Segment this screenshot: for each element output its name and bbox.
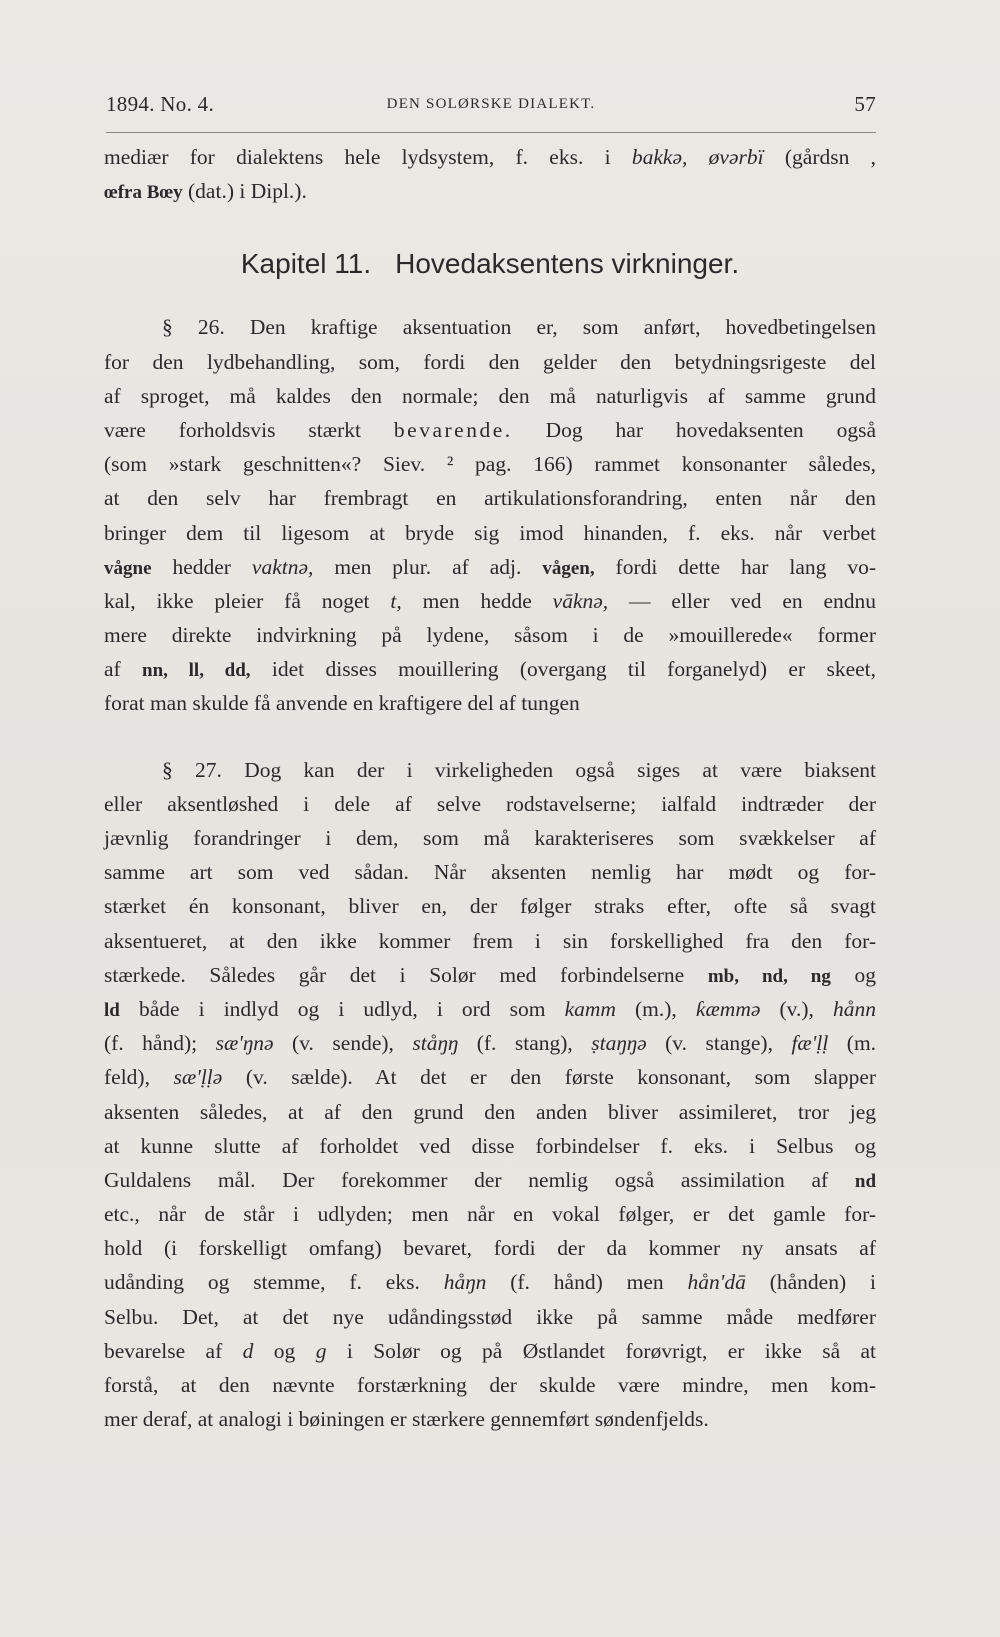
text-line: eller aksentløshed i dele af selve rodstavelserne; ialfald indtræder der: [104, 791, 876, 816]
paragraph-26: [104, 310, 876, 720]
text-line: feld), sæ'ḷḷə (v. sælde). At det er den første konsonant, som slapper: [104, 1065, 877, 1090]
text-line: hold (i forskelligt omfang) bevaret, fordi der da kommer ny ansats af: [104, 1236, 876, 1261]
text-line: mer deraf, at analogi i bøiningen er stærkere gennemført søndenfjelds.: [104, 1407, 709, 1432]
text-line: kal, ikke pleier få noget t, men hedde vāknə, — eller ved en endnu: [104, 588, 877, 613]
text-line: forat man skulde få anvende en kraftigere del af tungen: [104, 691, 580, 716]
text-line: § 27. Dog kan der i virkeligheden også siges at være biaksent: [162, 757, 876, 782]
text-line: (f. hånd); sæ'ŋnə (v. sende), ståŋŋ (f. stang), ṣtaŋŋə (v. stange), fæ'ḷḷ (m.: [104, 1031, 877, 1056]
text-line: ld både i indlyd og i udlyd, i ord som kamm (m.), ƙæmmə (v.), hånn: [104, 996, 877, 1021]
text-line: Guldalens mål. Der forekommer der nemlig også assimilation af nd: [104, 1167, 877, 1192]
text-line: bringer dem til ligesom at bryde sig imod hinanden, f. eks. når verbet: [104, 520, 876, 545]
chapter-label: Kapitel 11.: [240, 248, 372, 280]
page-body: [104, 140, 876, 1436]
text-line: (som »stark geschnitten«? Siev. ² pag. 166) rammet konsonanter således,: [104, 452, 876, 477]
text-line: af nn, ll, dd, idet disses mouillering (overgang til forganelyd) er skeet,: [104, 657, 877, 682]
text-line: etc., når de står i udlyden; men når en vokal følger, er det gamle for-: [104, 1202, 876, 1227]
volume-number: 1894. No. 4.: [106, 92, 215, 116]
paragraph-gap: [104, 721, 876, 753]
text-line: § 26. Den kraftige aksentuation er, som anført, hovedbetingelsen: [162, 315, 876, 340]
text-line: bevarelse af d og g i Solør og på Østlandet forøvrigt, er ikke så at: [104, 1338, 877, 1363]
text-line: af sproget, må kaldes den normale; den må naturligvis af samme grund: [104, 383, 876, 408]
text-line: mediær for dialektens hele lydsystem, f. eks. i bakkə, øvərbï (gårdsn ,: [104, 145, 877, 169]
running-title: DEN SOLØRSKE DIALEKT.: [386, 96, 596, 112]
page-number: 57: [854, 92, 876, 116]
text-line: forstå, at den nævnte forstærkning der skulde være mindre, men kom-: [104, 1373, 876, 1397]
text-line: udånding og stemme, f. eks. håŋn (f. hånd) men hån'dā (hånden) i: [104, 1270, 876, 1295]
chapter-heading: [104, 208, 876, 310]
text-line: stærkede. Således går det i Solør med forbindelserne mb, nd, ng og: [104, 962, 876, 987]
paragraph-27: [104, 753, 876, 1437]
text-line: for den lydbehandling, som, fordi den gelder den betydningsrigeste del: [104, 349, 876, 374]
text-line: mere direkte indvirkning på lydene, såsom i de »mouillerede« former: [104, 623, 876, 648]
text-line: Selbu. Det, at det nye udåndingsstød ikke på samme måde medfører: [104, 1304, 876, 1329]
text-line: at kunne slutte af forholdet ved disse forbindelser f. eks. i Selbus og: [104, 1133, 876, 1158]
text-line: œfra Bœy (dat.) i Dipl.).: [104, 179, 307, 204]
chapter-title: Hovedaksentens virkninger.: [395, 248, 740, 280]
text-line: samme art som ved sådan. Når aksenten nemlig har mødt og for-: [104, 860, 876, 885]
text-line: aksentueret, at den ikke kommer frem i sin forskellighed fra den for-: [104, 928, 876, 953]
text-line: at den selv har frembragt en artikulationsforandring, enten når den: [104, 486, 876, 511]
header-rule: [106, 132, 876, 133]
text-line: stærket én konsonant, bliver en, der følger straks efter, ofte så svagt: [104, 894, 876, 919]
text-line: vågne hedder vaktnə, men plur. af adj. vågen, fordi dette har lang vo-: [104, 554, 877, 579]
text-line: jævnlig forandringer i dem, som må karakteriseres som svækkelser af: [104, 826, 876, 850]
text-line: være forholdsvis stærkt bevarende. Dog har hovedaksenten også: [104, 417, 877, 442]
running-header: [106, 92, 876, 132]
text-line: aksenten således, at af den grund den anden bliver assimileret, tror jeg: [104, 1099, 876, 1124]
